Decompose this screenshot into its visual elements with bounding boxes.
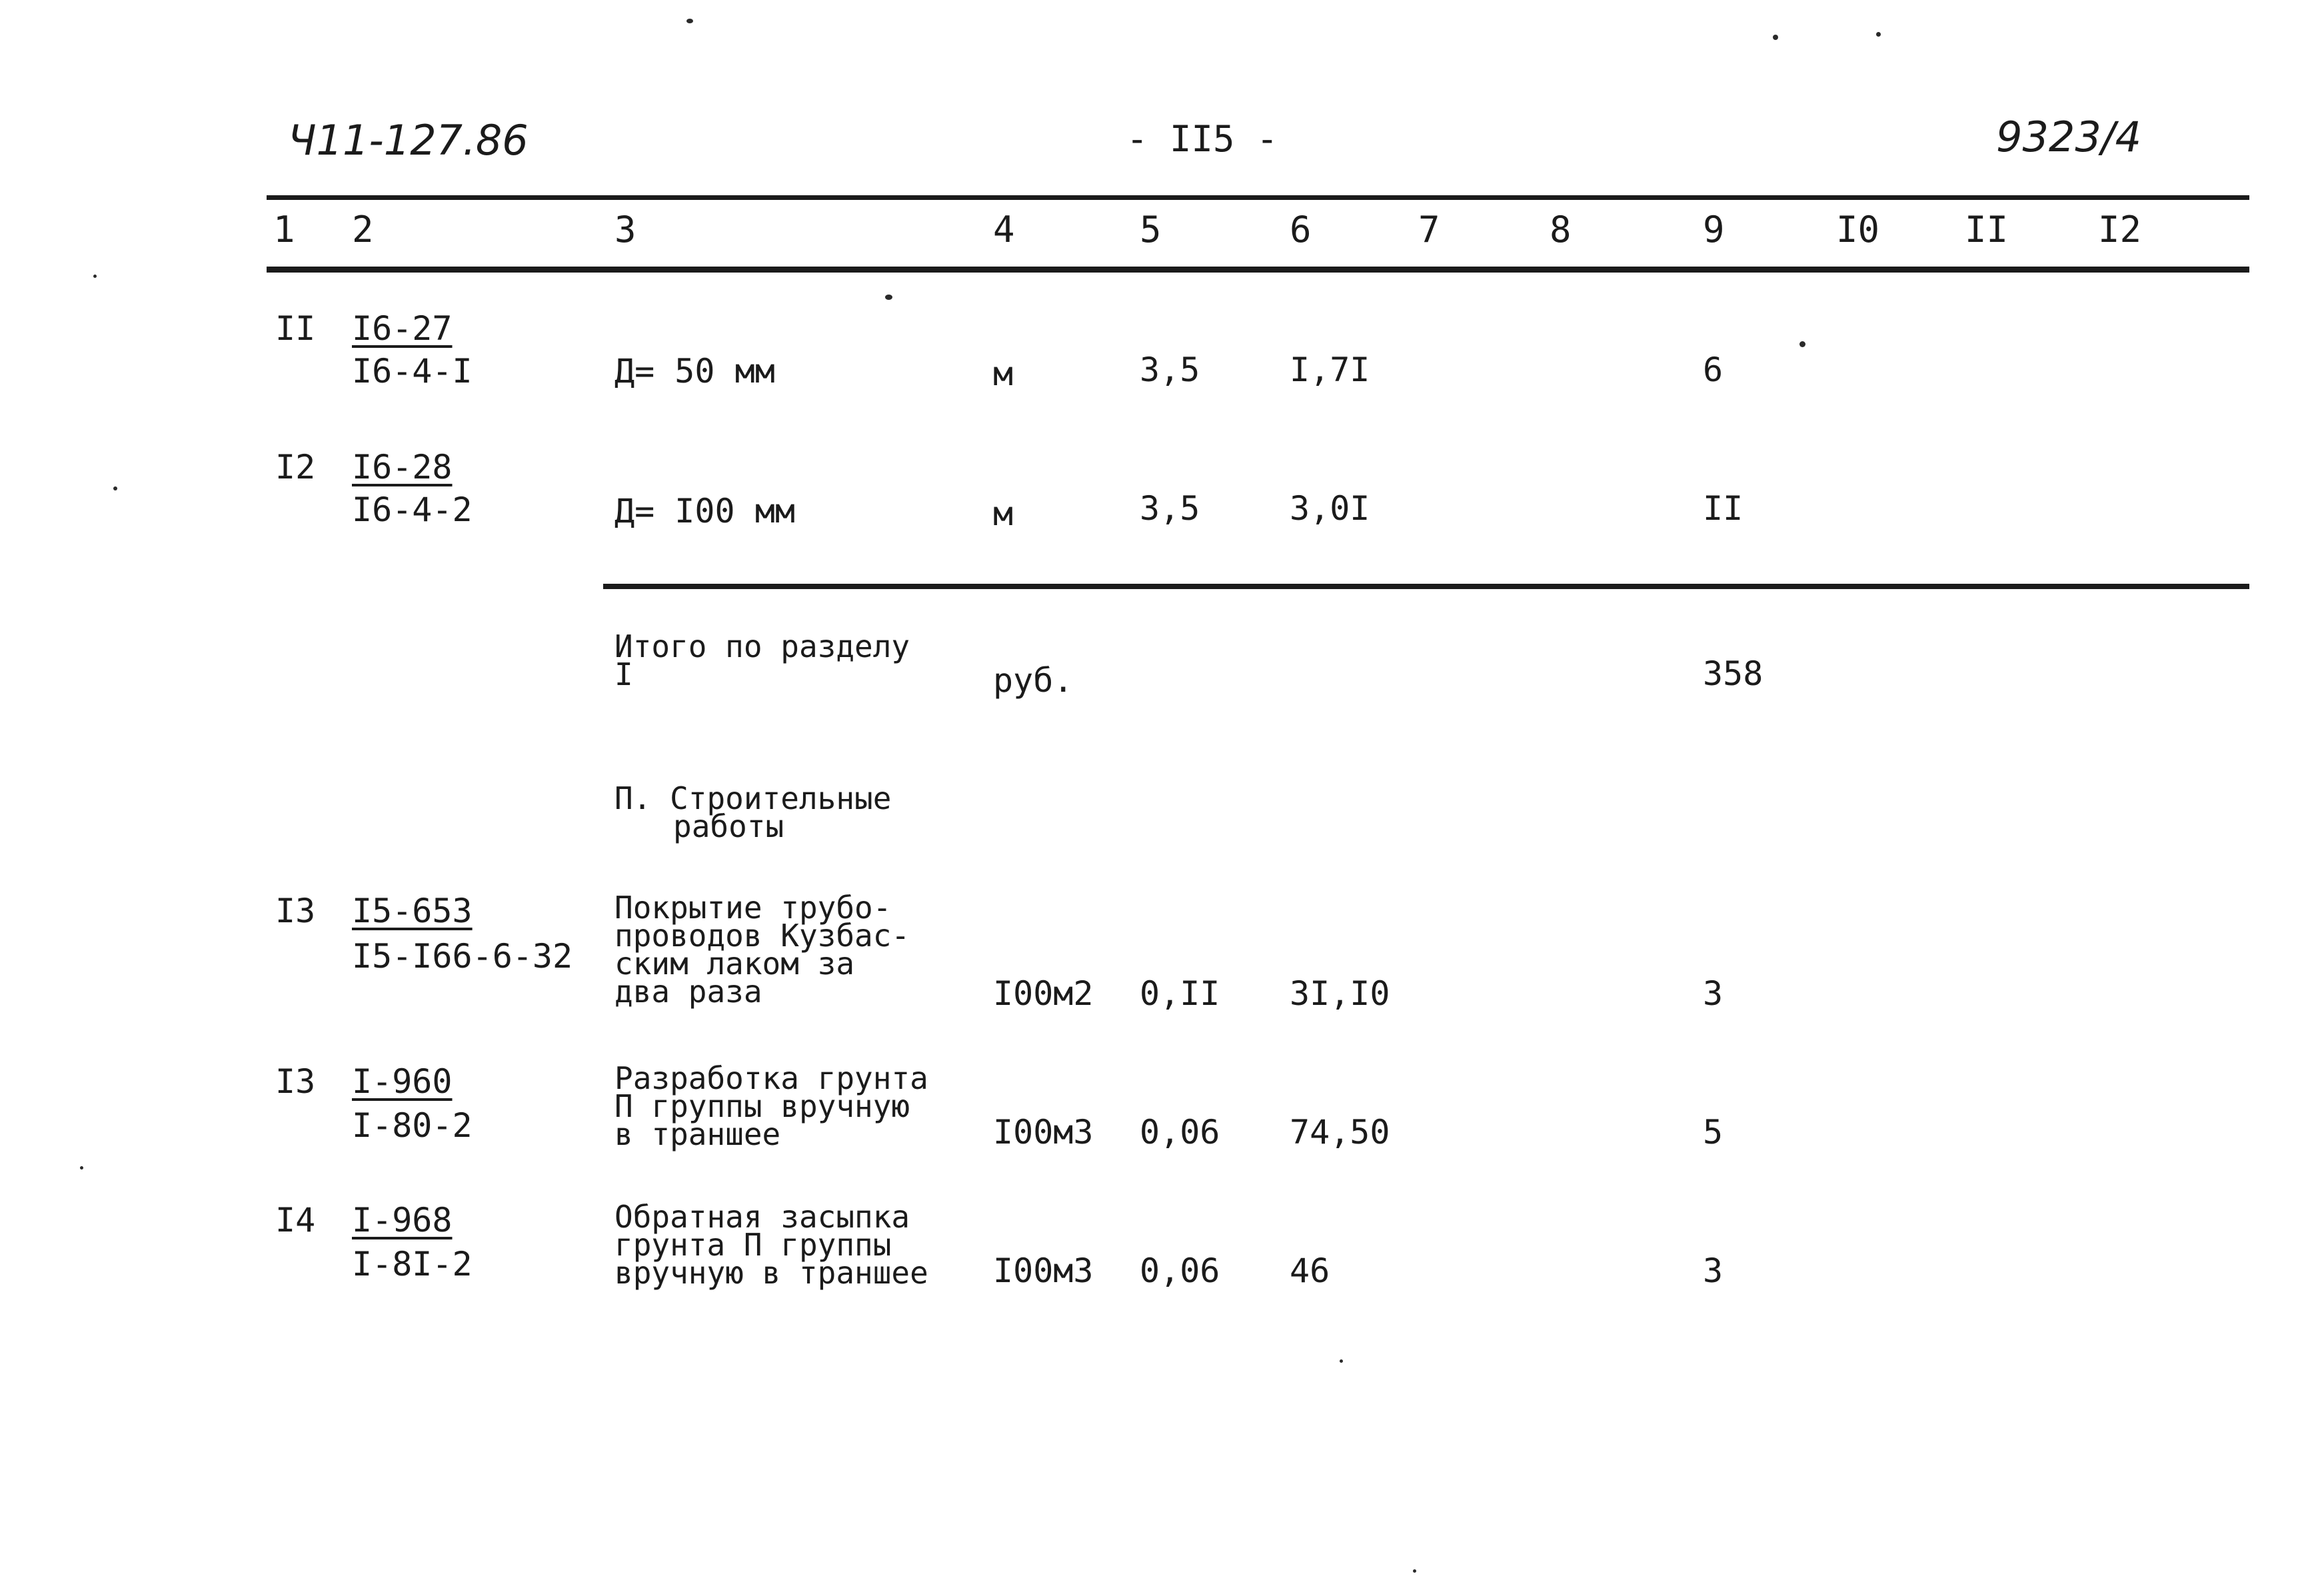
column-header: 7 <box>1418 209 1440 251</box>
column-header: 5 <box>1140 209 1162 251</box>
work-description: Д= I00 мм <box>614 492 795 530</box>
work-description-line: Разработка грунта <box>614 1060 928 1096</box>
norm-reference: I-8I-2 <box>352 1245 473 1283</box>
unit-price: 3,0I <box>1290 489 1370 528</box>
work-description-line: ским лаком за <box>614 946 855 982</box>
unit-price: 3I,I0 <box>1290 974 1390 1013</box>
price-reference: I6-27 <box>352 309 453 348</box>
work-description-line: вручную в траншее <box>614 1255 928 1291</box>
subtotal-unit: руб. <box>993 661 1074 700</box>
row-number: I3 <box>275 892 316 930</box>
column-header: 3 <box>614 209 636 251</box>
column-header: 6 <box>1290 209 1312 251</box>
quantity: 0,II <box>1140 974 1220 1013</box>
table-top-rule <box>267 195 2249 200</box>
total: II <box>1703 489 1743 528</box>
price-reference: I5-653 <box>352 892 473 930</box>
subtotal-rule <box>603 584 2249 589</box>
norm-reference: I6-4-2 <box>352 490 473 529</box>
column-header: I2 <box>2098 209 2142 251</box>
price-reference: I-968 <box>352 1201 453 1239</box>
norm-reference: I6-4-I <box>352 352 473 391</box>
price-reference: I-960 <box>352 1062 453 1101</box>
quantity: 3,5 <box>1140 489 1200 528</box>
quantity: 3,5 <box>1140 351 1200 389</box>
work-description-line: грунта П группы <box>614 1227 892 1263</box>
table-header-rule <box>267 267 2249 273</box>
unit: м <box>993 494 1014 533</box>
column-header: 2 <box>352 209 374 251</box>
norm-reference: I-80-2 <box>352 1106 473 1145</box>
column-header: II <box>1965 209 2009 251</box>
total: 6 <box>1703 351 1723 389</box>
total: 3 <box>1703 974 1723 1013</box>
column-header: I0 <box>1836 209 1880 251</box>
work-description-line: Покрытие трубо- <box>614 890 892 926</box>
unit: м <box>993 355 1014 393</box>
work-description-line: проводов Кузбас- <box>614 918 910 954</box>
unit-price: 46 <box>1290 1251 1330 1290</box>
document-code: Ч11-127.86 <box>288 116 529 165</box>
row-number: I2 <box>275 448 316 486</box>
subtotal-label: Итого по разделу <box>614 628 910 664</box>
quantity: 0,06 <box>1140 1113 1220 1152</box>
subtotal-value: 358 <box>1703 654 1763 693</box>
total: 3 <box>1703 1251 1723 1290</box>
archive-number: 9323/4 <box>1996 113 2142 161</box>
norm-reference: I5-I66-6-32 <box>352 937 573 976</box>
work-description: Д= 50 мм <box>614 352 775 391</box>
column-header: 1 <box>273 209 295 251</box>
subtotal-label-section: I <box>614 656 633 692</box>
row-number: II <box>275 309 316 348</box>
section-heading-continued: работы <box>673 808 784 844</box>
column-header: 4 <box>993 209 1015 251</box>
unit: I00м3 <box>993 1113 1094 1152</box>
price-reference: I6-28 <box>352 448 453 486</box>
quantity: 0,06 <box>1140 1251 1220 1290</box>
row-number: I3 <box>275 1062 316 1101</box>
row-number: I4 <box>275 1201 316 1239</box>
column-header: 9 <box>1703 209 1725 251</box>
page-number: - II5 - <box>1126 118 1278 160</box>
unit: I00м2 <box>993 974 1094 1013</box>
work-description-line: П группы вручную <box>614 1088 910 1124</box>
unit-price: 74,50 <box>1290 1113 1390 1152</box>
section-heading: П. Строительные <box>614 780 892 816</box>
column-header: 8 <box>1550 209 1572 251</box>
unit-price: I,7I <box>1290 351 1370 389</box>
unit: I00м3 <box>993 1251 1094 1290</box>
work-description-line: два раза <box>614 974 762 1010</box>
total: 5 <box>1703 1113 1723 1152</box>
work-description-line: в траншее <box>614 1116 781 1152</box>
work-description-line: Обратная засыпка <box>614 1199 910 1235</box>
